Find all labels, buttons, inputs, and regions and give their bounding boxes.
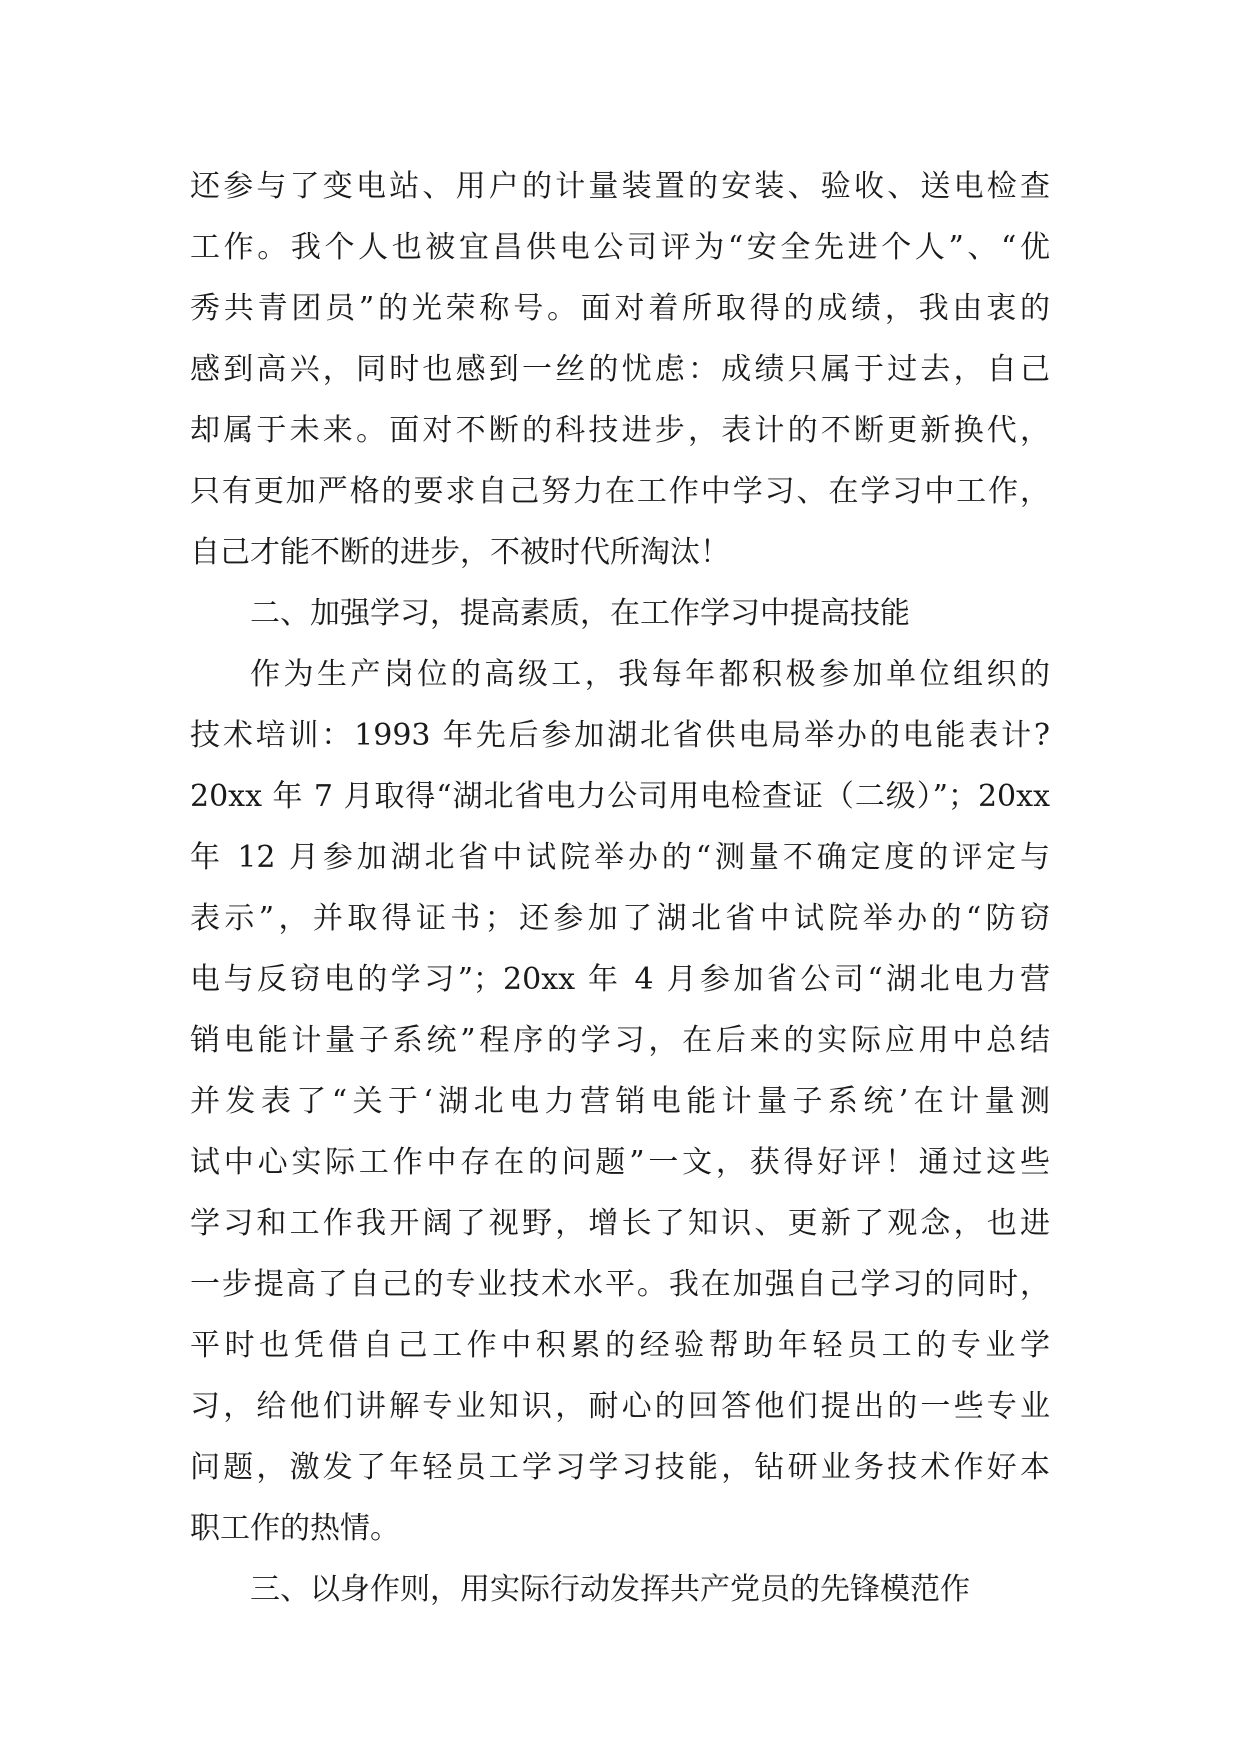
text-line: 感到高兴，同时也感到一丝的忧虑：成绩只属于过去，自己: [190, 352, 1050, 387]
text-line: 作为生产岗位的高级工，我每年都积极参加单位组织的: [250, 657, 1050, 692]
text-line: 表示”，并取得证书；还参加了湖北省中试院举办的“防窃: [190, 901, 1050, 936]
text-line: 学习和工作我开阔了视野，增长了知识、更新了观念，也进: [190, 1206, 1050, 1241]
text-line: 试中心实际工作中存在的问题”一文，获得好评！通过这些: [190, 1145, 1050, 1180]
text-line: 技术培训：1993 年先后参加湖北省供电局举办的电能表计?: [190, 718, 1050, 753]
section-heading: 三、以身作则，用实际行动发挥共产党员的先锋模范作: [250, 1572, 970, 1607]
text-line: 还参与了变电站、用户的计量装置的安装、验收、送电检查: [190, 169, 1050, 204]
section-heading: 二、加强学习，提高素质，在工作学习中提高技能: [250, 596, 910, 631]
text-line: 自己才能不断的进步，不被时代所淘汰！: [190, 535, 730, 570]
text-line: 年 12 月参加湖北省中试院举办的“测量不确定度的评定与: [190, 840, 1050, 875]
text-line: 20xx 年 7 月取得“湖北省电力公司用电检查证（二级）”；20xx: [190, 779, 1050, 814]
text-line: 习，给他们讲解专业知识，耐心的回答他们提出的一些专业: [190, 1389, 1050, 1424]
text-line: 电与反窃电的学习”；20xx 年 4 月参加省公司“湖北电力营: [190, 962, 1050, 997]
text-line: 一步提高了自己的专业技术水平。我在加强自己学习的同时，: [190, 1267, 1050, 1302]
text-line: 只有更加严格的要求自己努力在工作中学习、在学习中工作，: [190, 474, 1050, 509]
text-line: 职工作的热情。: [190, 1511, 400, 1546]
text-line: 销电能计量子系统”程序的学习，在后来的实际应用中总结: [190, 1023, 1050, 1058]
text-line: 却属于未来。面对不断的科技进步，表计的不断更新换代，: [190, 413, 1050, 448]
text-line: 平时也凭借自己工作中积累的经验帮助年轻员工的专业学: [190, 1328, 1050, 1363]
text-line: 并发表了“关于‘湖北电力营销电能计量子系统’在计量测: [190, 1084, 1050, 1119]
text-line: 问题，激发了年轻员工学习学习技能，钻研业务技术作好本: [190, 1450, 1050, 1485]
body-text: [190, 156, 1050, 1620]
text-line: 工作。我个人也被宜昌供电公司评为“安全先进个人”、“优: [190, 230, 1050, 265]
text-line: 秀共青团员”的光荣称号。面对着所取得的成绩，我由衷的: [190, 291, 1050, 326]
